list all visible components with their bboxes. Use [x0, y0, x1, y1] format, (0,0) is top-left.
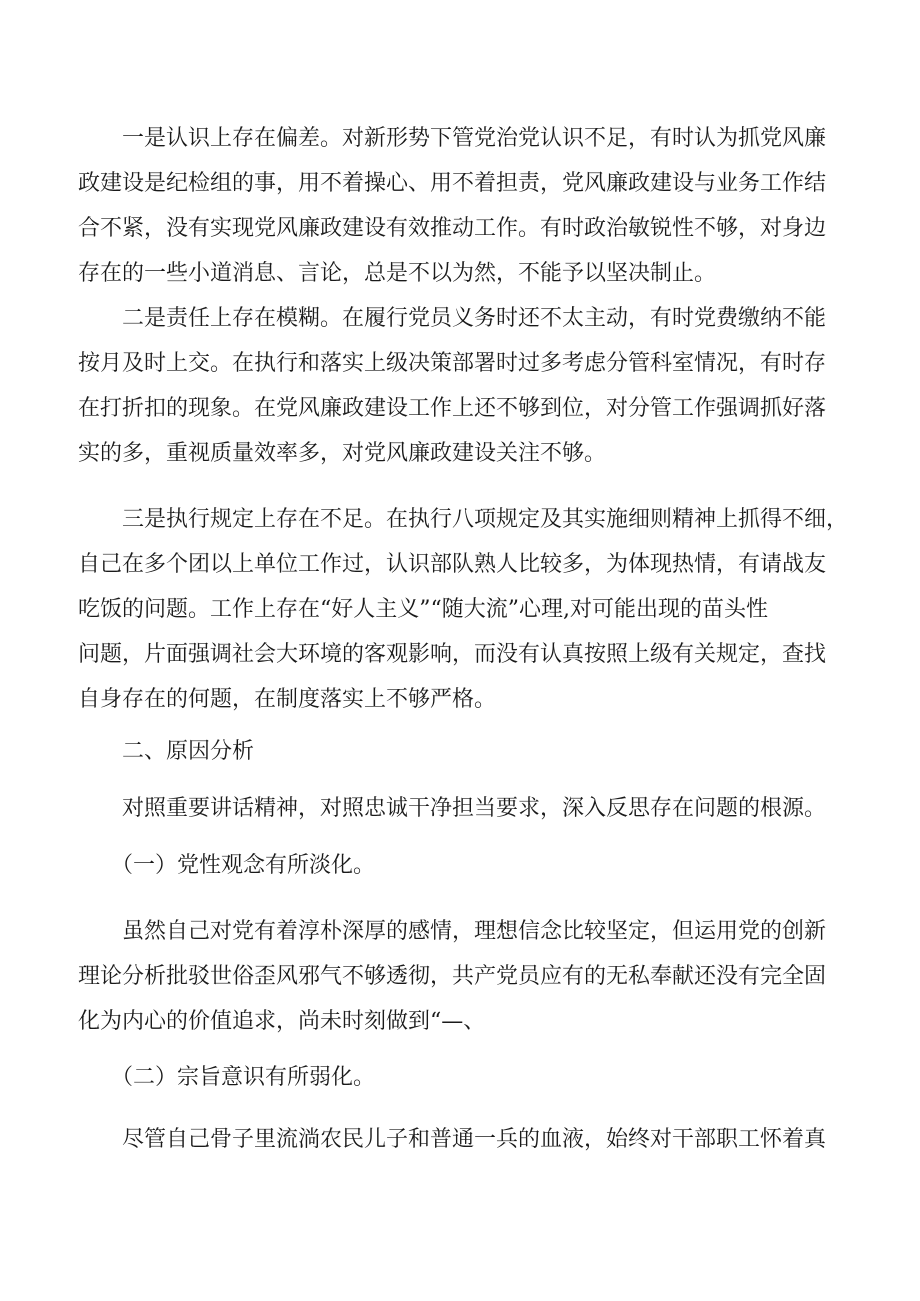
text-line: 自己在多个团以上单位工作过，认识部队熟人比较多，为体现热情，有请战友: [78, 552, 827, 577]
heading-text: （二）宗旨意识有所弱化。: [78, 1065, 376, 1090]
text-line: 存在的一些小道消息、言论，总是不以为然，不能予以坚决制止。: [78, 261, 717, 286]
heading-text: 二、原因分析: [78, 739, 255, 764]
subheading-purpose-awareness: [78, 1055, 864, 1100]
paragraph-responsibility-vague: [78, 296, 864, 476]
text-line: 实的多，重视质量效率多，对党风廉政建设关注不够。: [78, 441, 607, 466]
subheading-party-spirit: [78, 843, 864, 888]
section-heading-cause-analysis: [78, 729, 864, 774]
text-line: 尽管自己骨子里流淌农民儿子和普通一兵的血液，始终对干部职工怀着真: [78, 1127, 827, 1152]
paragraph-party-spirit: [78, 909, 864, 1044]
text-line: 政建设是纪检组的事，用不着操心、用不着担责，党风廉政建设与业务工作结: [78, 171, 827, 196]
paragraph-purpose-awareness: [78, 1117, 864, 1162]
text-line: 自身存在的何题，在制度落实上不够严格。: [78, 687, 497, 712]
text-line: 在打折扣的现象。在党风廉政建设工作上还不够到位，对分管工作强调抓好落: [78, 396, 827, 421]
text-line: 二是责任上存在模糊。在履行党员义务时还不太主动，有时党费缴纳不能: [78, 306, 827, 331]
text-line: 三是执行规定上存在不足。在执行八项规定及其实施细则精神上抓得不细，: [78, 507, 849, 532]
text-line: 一是认识上存在偏差。对新形势下管党治党认识不足，有时认为抓党风廉: [78, 126, 827, 151]
paragraph-execution-insufficient: [78, 497, 864, 722]
paragraph-recognition-deviation: [78, 116, 864, 296]
heading-text: （一）党性观念有所淡化。: [78, 853, 376, 878]
text-line: 对照重要讲话精神，对照忠诚干净担当要求，深入反思存在问题的根源。: [78, 796, 827, 821]
text-line: 吃饭的问题。工作上存在“好人主义”“随大流”心理,对可能出现的苗头性: [78, 597, 768, 622]
text-line: 理论分析批驳世俗歪风邪气不够透彻，共产党员应有的无私奉献还没有完全固: [78, 964, 827, 989]
paragraph-reflection-intro: [78, 786, 864, 831]
text-line: 按月及时上交。在执行和落实上级决策部署时过多考虑分管科室情况，有时存: [78, 351, 827, 376]
text-line: 合不紧，没有实现党风廉政建设有效推动工作。有时政治敏锐性不够，对身边: [78, 216, 827, 241]
text-line: 虽然自己对党有着淳朴深厚的感情，理想信念比较坚定，但运用党的创新: [78, 919, 827, 944]
text-line: 问题，片面强调社会大环境的客观影响，而没有认真按照上级有关规定，查找: [78, 642, 827, 667]
text-line: 化为内心的价值追求，尚未时刻做到“—、: [78, 1009, 486, 1034]
